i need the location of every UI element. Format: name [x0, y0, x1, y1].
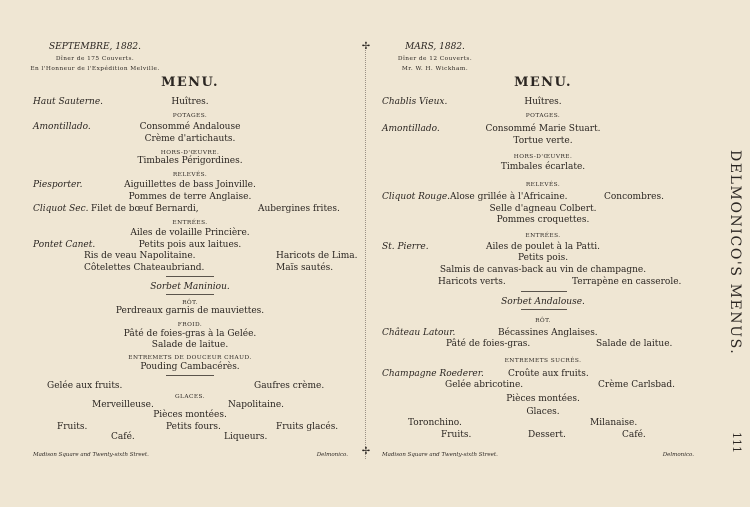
dessert-item: Fruits.: [57, 422, 88, 432]
course-item: Selle d'agneau Colbert.: [489, 204, 597, 214]
course-heading: ENTRÉES.: [525, 233, 561, 239]
course-heading: FROID.: [177, 322, 203, 328]
menu-date: MARS, 1882.: [405, 42, 465, 52]
course-item: Pâté de foies-gras.: [446, 339, 531, 349]
course-item: Pâté de foies-gras à la Gelée.: [123, 329, 257, 339]
sorbet-line: Sorbet Andalouse.: [501, 297, 585, 307]
dessert-item: Dessert.: [528, 430, 566, 440]
course-item: Pommes croquettes.: [496, 215, 590, 225]
wine-label: Amontillado.: [382, 124, 440, 134]
course-item: Consommé Marie Stuart.: [485, 124, 601, 134]
section-rule: [521, 309, 567, 310]
footer-signature: Delmonico.: [316, 452, 348, 458]
course-item: Huîtres.: [524, 97, 562, 107]
course-heading: ENTRÉES.: [172, 220, 208, 226]
footer-signature: Delmonico.: [662, 452, 694, 458]
course-heading: Glaces.: [526, 407, 560, 417]
wine-label: Cliquot Rouge.: [382, 192, 451, 202]
dessert-item: Milanaise.: [590, 418, 638, 428]
course-item: Pouding Cambacérès.: [140, 362, 240, 372]
course-item: Gelée abricotine.: [445, 380, 524, 390]
course-item: Haricots de Lima.: [276, 251, 358, 261]
cross-ornament-top: ✢: [361, 41, 371, 52]
wine-label: Haut Sauterne.: [33, 97, 104, 107]
host-line: Mr. W. H. Wickham.: [401, 66, 469, 72]
dessert-item: Petits fours.: [166, 422, 221, 432]
course-item: Croûte aux fruits.: [508, 369, 589, 379]
course-item: Alose grillée à l'Africaine.: [450, 192, 568, 202]
course-heading: RÔT.: [535, 318, 551, 324]
wine-label: St. Pierre.: [382, 242, 429, 252]
dinner-line: Dîner de 12 Couverts.: [397, 56, 473, 62]
menu-march-1882: [372, 0, 694, 507]
course-heading: POTAGES.: [525, 113, 561, 119]
course-item: Aiguillettes de bass Joinville.: [124, 180, 256, 190]
wine-label: Champagne Roederer.: [382, 369, 484, 379]
dessert-item: Café.: [622, 430, 646, 440]
dessert-item: Gaufres crème.: [254, 381, 325, 391]
dessert-item: Merveilleuse.: [92, 400, 154, 410]
dessert-item: Fruits.: [441, 430, 472, 440]
wine-label: Pontet Canet.: [33, 240, 96, 250]
dessert-item: Toronchino.: [408, 418, 462, 428]
section-rule: [521, 291, 567, 292]
course-item: Salmis de canvas-back au vin de champagne.: [439, 265, 647, 275]
course-item: Huîtres.: [171, 97, 209, 107]
section-rule: [166, 276, 214, 277]
course-item: Ailes de volaille Princière.: [130, 228, 250, 238]
course-item: Perdreaux garnis de mauviettes.: [115, 306, 265, 316]
dessert-item: Napolitaine.: [228, 400, 285, 410]
center-divider: [365, 48, 366, 459]
course-heading: ENTREMETS SUCRÉS.: [504, 358, 582, 364]
wine-label: Chablis Vieux.: [382, 97, 448, 107]
menu-date: SEPTEMBRE, 1882.: [48, 42, 142, 52]
course-heading: HORS-D'ŒUVRE.: [160, 150, 220, 156]
course-item: Petits pois.: [517, 253, 569, 263]
course-item: Tortue verte.: [513, 136, 573, 146]
course-item: Aubergines frites.: [258, 204, 340, 214]
course-heading: HORS-D'ŒUVRE.: [513, 154, 573, 160]
course-item: Pommes de terre Anglaise.: [128, 192, 252, 202]
wine-label: Château Latour.: [382, 328, 456, 338]
course-item: Concombres.: [604, 192, 664, 202]
course-heading: RELEVÉS.: [525, 182, 561, 188]
section-rule: [166, 294, 214, 295]
menu-september-1882: [0, 0, 360, 507]
course-item: Timbales écarlate.: [500, 162, 586, 172]
section-rule: [166, 375, 214, 376]
course-heading: ENTREMETS DE DOUCEUR CHAUD.: [128, 355, 252, 361]
sorbet-line: Sorbet Maniniou.: [150, 282, 230, 292]
running-title: DELMONICO'S MENUS.: [727, 150, 743, 356]
page-number: 111: [730, 432, 743, 453]
dessert-item: Fruits glacés.: [276, 422, 339, 432]
dessert-item: Pièces montées.: [153, 410, 227, 420]
course-item: Consommé Andalouse: [139, 122, 241, 132]
course-item: Terrapène en casserole.: [572, 277, 682, 287]
course-item: Crème d'artichauts.: [144, 134, 236, 144]
wine-label: Amontillado.: [33, 122, 91, 132]
footer-address: Madison Square and Twenty-sixth Street.: [33, 452, 149, 458]
course-heading: GLACES.: [174, 394, 206, 400]
course-item: Ris de veau Napolitaine.: [84, 251, 196, 261]
course-item: Haricots verts.: [438, 277, 506, 287]
course-item: Salade de laitue.: [151, 340, 229, 350]
footer-address: Madison Square and Twenty-sixth Street.: [382, 452, 498, 458]
dessert-item: Gelée aux fruits.: [47, 381, 123, 391]
course-heading: RÔT.: [182, 300, 198, 306]
course-item: Maïs sautés.: [276, 263, 334, 273]
cross-ornament-bottom: ✢: [361, 446, 371, 457]
dinner-line: Dîner de 175 Couverts.: [55, 56, 135, 62]
course-item: Ailes de poulet à la Patti.: [486, 242, 600, 252]
course-heading: RELEVÉS.: [172, 172, 208, 178]
course-item: Crème Carlsbad.: [598, 380, 676, 390]
course-item: Petits pois aux laitues.: [138, 240, 242, 250]
course-item: Timbales Périgordines.: [137, 156, 243, 166]
course-item: Bécassines Anglaises.: [498, 328, 598, 338]
course-item: Salade de laitue.: [596, 339, 673, 349]
menu-heading: MENU.: [161, 75, 219, 90]
honour-line: En l'Honneur de l'Expédition Melville.: [30, 66, 160, 72]
dessert-item: Pièces montées.: [506, 394, 580, 404]
course-heading: POTAGES.: [172, 113, 208, 119]
dessert-item: Liqueurs.: [224, 432, 268, 442]
dessert-item: Café.: [111, 432, 135, 442]
wine-label: Cliquot Sec.: [33, 204, 89, 214]
wine-label: Piesporter.: [33, 180, 83, 190]
course-item: Côtelettes Chateaubriand.: [84, 263, 205, 273]
course-item: Filet de bœuf Bernardi,: [91, 204, 199, 214]
menu-heading: MENU.: [514, 75, 572, 90]
